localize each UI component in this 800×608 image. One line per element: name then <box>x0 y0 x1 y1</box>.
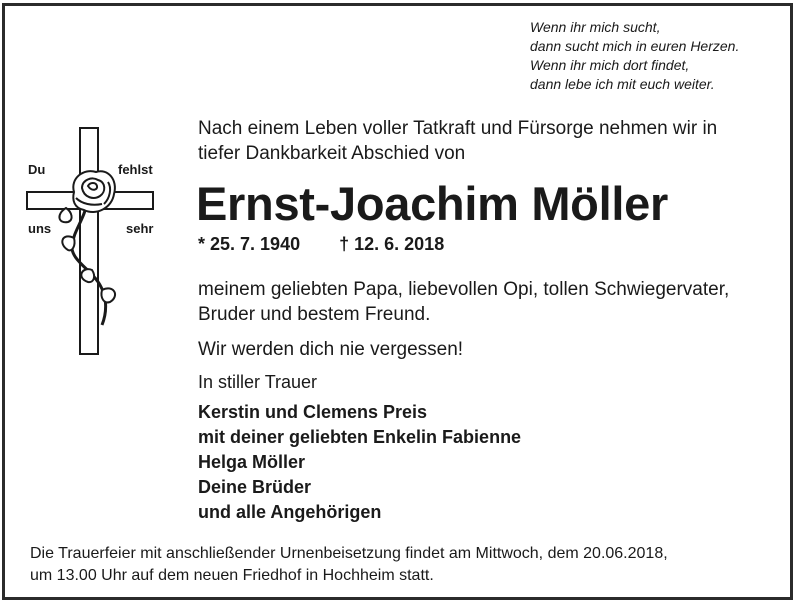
mourning-label: In stiller Trauer <box>198 372 318 392</box>
poem-line: dann lebe ich mit euch weiter. <box>530 76 715 92</box>
poem-line: Wenn ihr mich sucht, <box>530 19 661 35</box>
intro-line: tiefer Dankbarkeit Abschied von <box>198 143 466 164</box>
funeral-info <box>30 543 790 587</box>
poem <box>530 18 790 94</box>
mourner-line: und alle Angehörigen <box>198 502 382 522</box>
mourner-line: mit deiner geliebten Enkelin Fabienne <box>198 427 522 447</box>
never-forget-text: Wir werden dich nie vergessen! <box>198 339 464 360</box>
cross-emblem <box>22 120 172 360</box>
cross-word-du: Du <box>28 162 46 177</box>
cross-word-uns: uns <box>28 221 52 236</box>
mourner-line: Helga Möller <box>198 452 306 472</box>
life-dates <box>198 234 444 255</box>
intro-text <box>198 116 778 166</box>
mourner-line: Kerstin und Clemens Preis <box>198 402 428 422</box>
deceased-name: Ernst-Joachim Möller <box>196 177 668 230</box>
cross-word-sehr: sehr <box>126 221 154 236</box>
intro-line: Nach einem Leben voller Tatkraft und Fürsorge nehmen wir in <box>198 118 718 139</box>
mourner-line: Deine Brüder <box>198 477 312 497</box>
birth-date: * 25. 7. 1940 <box>198 234 301 254</box>
dedication-text <box>198 277 788 327</box>
dedication-line: Bruder und bestem Freund. <box>198 304 431 325</box>
funeral-info-line: Die Trauerfeier mit anschließender Urnenbeisetzung findet am Mittwoch, dem 20.06.2018, <box>30 545 668 562</box>
cross-with-rose-icon <box>22 120 172 360</box>
cross-word-fehlst: fehlst <box>118 162 153 177</box>
funeral-info-line: um 13.00 Uhr auf dem neuen Friedhof in Hochheim statt. <box>30 567 434 584</box>
poem-line: Wenn ihr mich dort findet, <box>530 57 690 73</box>
poem-line: dann sucht mich in euren Herzen. <box>530 38 740 54</box>
mourners-list <box>198 400 521 525</box>
dedication-line: meinem geliebten Papa, liebevollen Opi, tollen Schwiegervater, <box>198 279 730 300</box>
death-date: † 12. 6. 2018 <box>339 234 445 254</box>
